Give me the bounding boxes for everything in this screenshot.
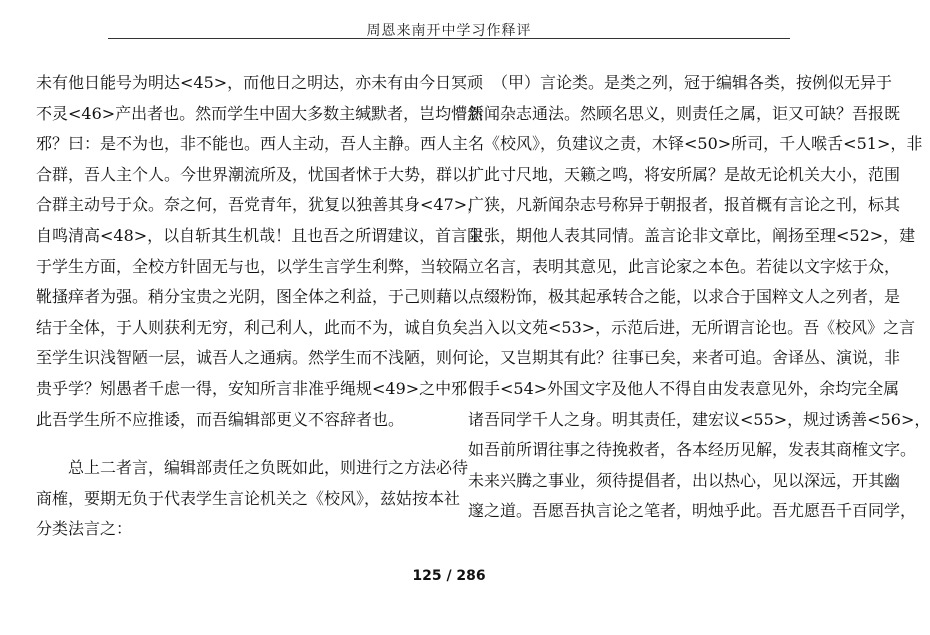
text-line: 如吾前所谓往事之待挽救者，各本经历见解，发表其商榷文字。: [468, 440, 917, 460]
text-line: 主张，期他人表其同情。盖言论非文章比，阐扬至理<52>，建: [468, 225, 916, 245]
text-line: 分类法言之：: [36, 519, 133, 539]
text-line: 合群主动号于众。奈之何，吾党青年，犹复以独善其身<47>，: [36, 195, 484, 215]
text-line: 未有他日能号为明达<45>，而他日之明达，亦未有由今日冥顽: [36, 73, 484, 92]
text-line: 诸吾同学千人之身。明其责任，建宏议<55>，规过诱善<56>，: [468, 409, 930, 429]
text-line: 假手<54>外国文字及他人不得自由发表意见外，余均完全属: [468, 378, 900, 398]
text-line: 新闻杂志通法。然顾名思义，则责任之属，讵又可缺？吾报既: [468, 103, 901, 123]
page-header: 周恩来南开中学习作释评: [366, 23, 532, 39]
text-line: 立名言，表明其意见，此言论家之本色。若徒以文字炫于众，: [468, 256, 901, 276]
text-line: 合群，吾人主个人。今世界潮流所及，忧国者怵于大势，群以: [36, 164, 469, 184]
header-divider: [108, 38, 790, 39]
text-line: 论，又岂期其有此？往事已矣，来者可追。舍译丛、演说，非: [468, 348, 901, 368]
text-line: 未来兴腾之事业，须待提倡者，出以热心，见以深远，开其幽: [468, 470, 901, 490]
left-column: [36, 68, 485, 545]
text-line: 总上二者言，编辑部责任之负既如此，则进行之方法必待: [36, 458, 469, 478]
text-line: 广狭，凡新闻杂志号称异于朝报者，报首概有言论之刊，标其: [468, 195, 901, 215]
text-line: 点缀粉饰，极其起承转合之能，以求合于国粹文人之列者，是: [468, 287, 901, 307]
text-line: [36, 435, 416, 453]
right-column: [468, 68, 930, 527]
text-line: 邪？曰：是不为也，非不能也。西人主动，吾人主静。西人主: [36, 134, 469, 154]
text-line: 不灵<46>产出者也。然而学生中固大多数主缄默者，岂均懵然: [36, 103, 484, 123]
text-line: 邃之道。吾愿吾执言论之笔者，明烛乎此。吾尤愿吾千百同学，: [468, 501, 917, 521]
page-number: 125 / 286: [412, 568, 486, 584]
text-line: 名《校风》，负建议之责，木铎<50>所司，千人喉舌<51>，非: [468, 134, 923, 154]
text-line: 至学生识浅智陋一层，诚吾人之通病。然学生而不浅陋，则何: [36, 348, 469, 368]
text-line: 贵乎学？矧愚者千虑一得，安知所言非准乎绳规<49>之中邪！: [36, 378, 484, 398]
text-line: 扩此寸尺地，天籁之鸣，将安所属？是故无论机关大小，范围: [468, 164, 901, 184]
text-line: （甲）言论类。是类之列，冠于编辑各类，按例似无异于: [468, 73, 893, 92]
text-line: 当入以文苑<53>，示范后进，无所谓言论也。吾《校风》之言: [468, 317, 916, 337]
text-line: 商榷，要期无负于代表学生言论机关之《校风》，兹姑按本社: [36, 488, 461, 508]
text-line: 于学生方面，全校方针固无与也，以学生言学生利弊，当较隔: [36, 256, 469, 276]
text-line: 结于全体，于人则获利无穷，利己利人，此而不为，诚自负矣。: [36, 317, 485, 337]
text-line: 自鸣清高<48>，以自斩其生机哉！且也吾之所谓建议，首言限: [36, 225, 484, 245]
text-line: 靴搔痒者为强。稍分宝贵之光阴，图全体之利益，于己则藉以: [36, 287, 469, 307]
text-line: 此吾学生所不应推诿，而吾编辑部更义不容辞者也。: [36, 409, 405, 429]
